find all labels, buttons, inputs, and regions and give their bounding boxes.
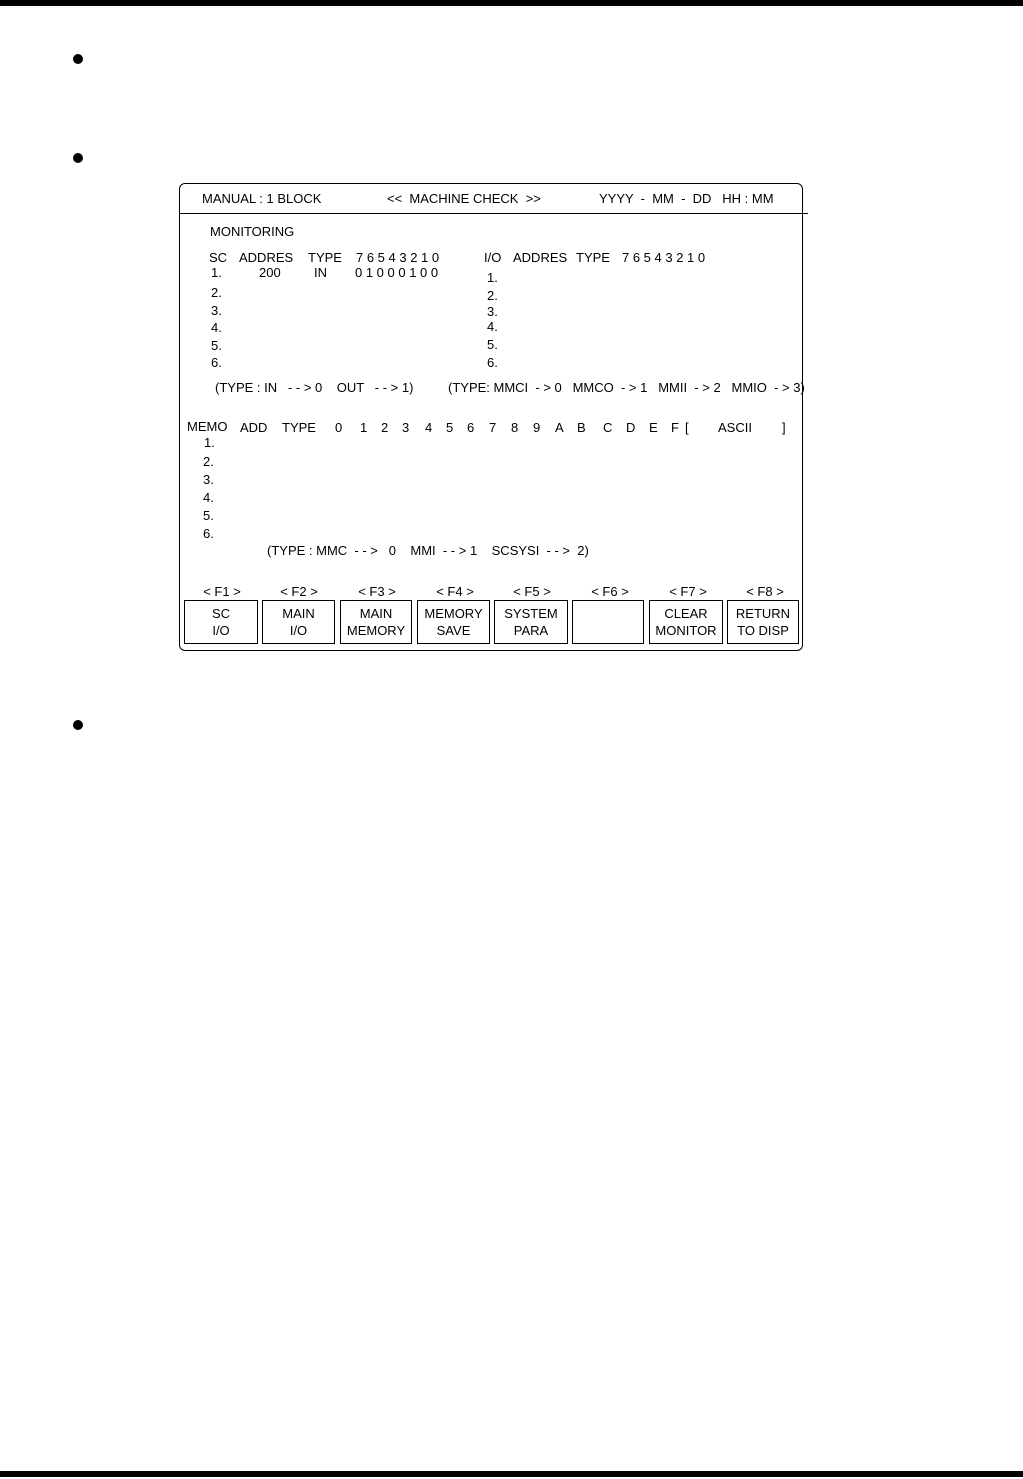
sc-col-bits: 7 6 5 4 3 2 1 0 [356, 250, 440, 265]
memory-col-hex: F [671, 420, 679, 435]
memory-type-legend: (TYPE : MMC - - > 0 MMI - - > 1 SCSYSI - - > 2) [267, 543, 589, 558]
f4-memory-save-button[interactable] [417, 600, 490, 644]
memory-col-type: TYPE [282, 420, 316, 435]
memory-col-hex: 4 [425, 420, 433, 435]
memory-row-number: 6. [203, 526, 214, 541]
screen-title: << MACHINE CHECK >> [387, 191, 541, 206]
f6-key-label: < F6 > [591, 584, 629, 599]
f3-button-line1: MAIN [359, 606, 393, 621]
top-page-rule [0, 0, 1023, 6]
f8-button-line1: RETURN [735, 606, 791, 621]
io-col-io: I/O [484, 250, 502, 265]
sc-row-number: 6. [211, 355, 222, 370]
f2-button-line2: I/O [289, 623, 308, 638]
memory-col-add: ADD [240, 420, 268, 435]
f1-key-label: < F1 > [203, 584, 241, 599]
sc-col-addres: ADDRES [239, 250, 294, 265]
f1-button-line2: I/O [212, 623, 230, 638]
io-col-addres: ADDRES [513, 250, 568, 265]
io-col-bits: 7 6 5 4 3 2 1 0 [622, 250, 706, 265]
io-type-legend: (TYPE: MMCI - > 0 MMCO - > 1 MMII - > 2 MMIO - > 3) [448, 380, 805, 395]
io-row-number: 2. [487, 288, 498, 303]
date-time: YYYY - MM - DD HH : MM [599, 191, 774, 206]
f1-sc-io-button[interactable] [184, 600, 258, 644]
io-row-number: 5. [487, 337, 498, 352]
memory-col-hex: 1 [360, 420, 368, 435]
memory-col-hex: 0 [335, 420, 343, 435]
bullet-point-2 [73, 153, 83, 163]
f2-button-line1: MAIN [282, 606, 315, 621]
sc-col-type: TYPE [308, 250, 342, 265]
io-col-type: TYPE [576, 250, 610, 265]
io-row-number: 3. [487, 304, 498, 319]
sc-row-bits: 0 1 0 0 0 1 0 0 [355, 265, 439, 280]
sc-row-number: 3. [211, 303, 222, 318]
memory-col-hex: E [649, 420, 658, 435]
memory-col-hex: 5 [446, 420, 454, 435]
memory-row-number: 4. [203, 490, 214, 505]
io-row-number: 4. [487, 319, 498, 334]
memory-row-number: 3. [203, 472, 214, 487]
f5-system-para-button[interactable] [494, 600, 568, 644]
memory-col-hex: 9 [533, 420, 541, 435]
f3-button-line2: MEMORY [346, 623, 406, 638]
sc-row-number: 5. [211, 338, 222, 353]
f4-button-line2: SAVE [436, 623, 471, 638]
f3-main-memory-button[interactable] [340, 600, 412, 644]
f7-clear-monitor-button[interactable] [649, 600, 723, 644]
f5-key-label: < F5 > [513, 584, 551, 599]
f3-key-label: < F3 > [358, 584, 396, 599]
f8-return-to-disp-button[interactable] [727, 600, 799, 644]
f7-button-line1: CLEAR [664, 606, 708, 621]
memory-col-hex: C [603, 420, 613, 435]
f8-button-line2: TO DISP [737, 623, 789, 638]
f2-main-io-button[interactable] [262, 600, 335, 644]
f8-key-label: < F8 > [746, 584, 784, 599]
memory-ascii-open: [ [685, 420, 689, 435]
header-divider [180, 213, 808, 214]
memory-col-hex: B [577, 420, 586, 435]
f4-key-label: < F4 > [436, 584, 474, 599]
memory-col-hex: A [555, 420, 564, 435]
sc-row-number: 2. [211, 285, 222, 300]
memory-col-hex: D [626, 420, 636, 435]
f7-key-label: < F7 > [669, 584, 707, 599]
memory-col-hex: 2 [381, 420, 389, 435]
memory-ascii-close: ] [782, 420, 786, 435]
memory-row-number: 1. [204, 435, 215, 450]
bullet-point-3 [73, 720, 83, 730]
f5-button-line1: SYSTEM [504, 606, 558, 621]
sc-type-legend: (TYPE : IN - - > 0 OUT - - > 1) [215, 380, 414, 395]
f5-button-line2: PARA [513, 623, 549, 638]
machine-check-screen [179, 183, 803, 651]
f4-button-line1: MEMORY [424, 606, 483, 621]
sc-row-number: 4. [211, 320, 222, 335]
f6-blank-button[interactable] [572, 600, 644, 644]
memory-col-memo: MEMO [187, 419, 228, 434]
memory-col-ascii: ASCII [718, 420, 752, 435]
f1-button-line1: SC [211, 606, 231, 621]
bullet-point-1 [73, 54, 83, 64]
sc-row-addres: 200 [259, 265, 281, 280]
memory-col-hex: 7 [489, 420, 497, 435]
sc-row-number: 1. [211, 265, 222, 280]
memory-row-number: 2. [203, 454, 214, 469]
memory-col-hex: 6 [467, 420, 475, 435]
memory-col-hex: 8 [511, 420, 519, 435]
sc-row-type: IN [314, 265, 327, 280]
io-row-number: 1. [487, 270, 498, 285]
f7-button-line2: MONITOR [655, 623, 717, 638]
monitoring-title: MONITORING [210, 224, 295, 239]
io-row-number: 6. [487, 355, 498, 370]
memory-col-hex: 3 [402, 420, 410, 435]
f2-key-label: < F2 > [280, 584, 318, 599]
sc-col-sc: SC [209, 250, 228, 265]
bottom-page-rule [0, 1471, 1023, 1477]
mode-indicator: MANUAL : 1 BLOCK [202, 191, 322, 206]
memory-row-number: 5. [203, 508, 214, 523]
